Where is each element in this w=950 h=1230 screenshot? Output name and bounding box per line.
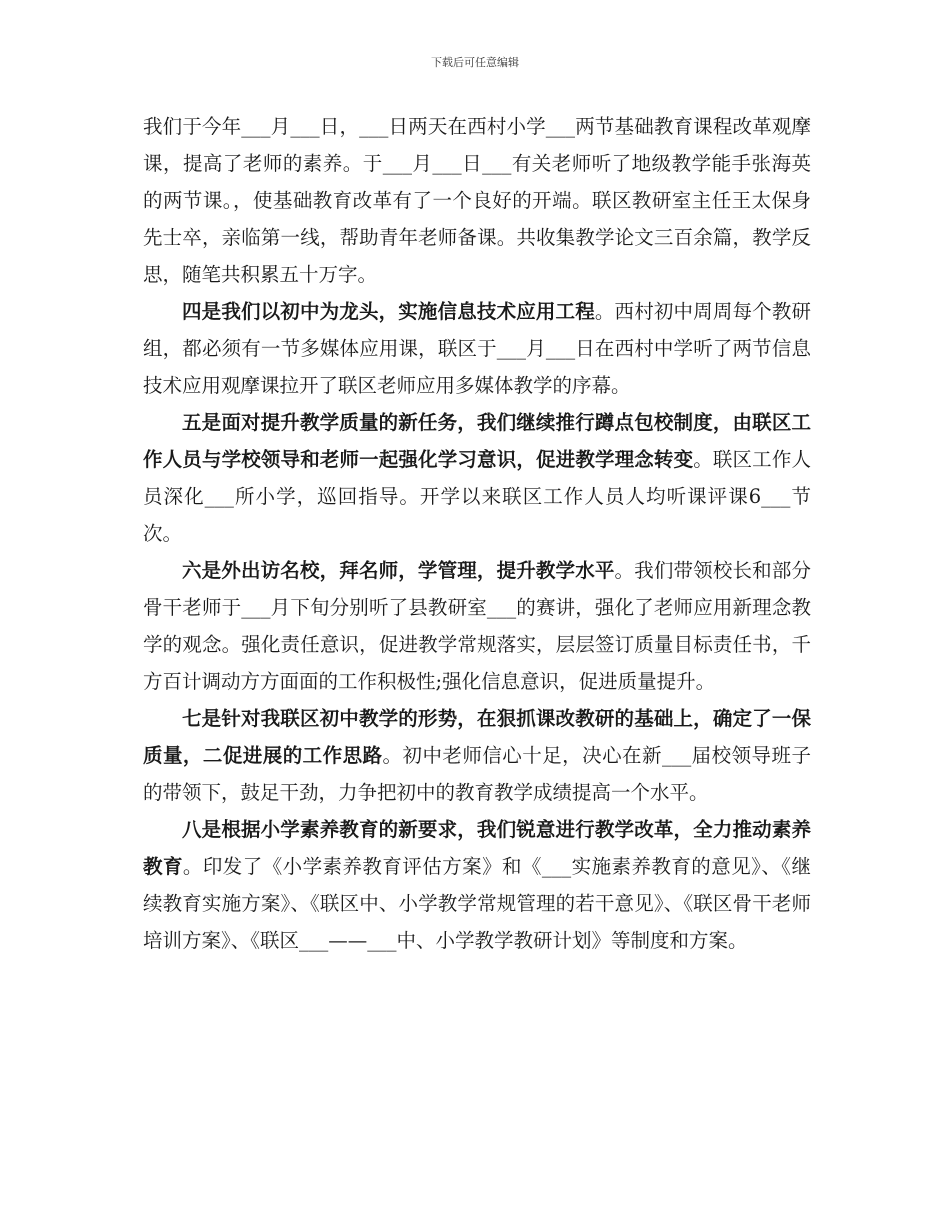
paragraph-3-text: 。联区工作人员深化___所小学，巡回指导。开学以来联区工作人员人均听课评课6___节次。 [143,448,811,545]
paragraph-4 [143,552,811,700]
paragraph-6-text: 。印发了《小学素养教育评估方案》和《___实施素养教育的意见》、《继续教育实施方案》、《联区中、小学教学常规管理的若干意见》、《联区骨干老师培训方案》、《联区___——___中、小学教学教研计划》等制度和方案。 [143,855,811,952]
paragraph-5-text: 。初中老师信心十足，决心在新___届校领导班子的带领下，鼓足干劲，力争把初中的教育教学成绩提高一个水平。 [143,744,811,804]
paragraph-2-text: 。西村初中周周每个教研组，都必须有一节多媒体应用课，联区于___月___日在西村中学听了两节信息技术应用观摩课拉开了联区老师应用多媒体教学的序幕。 [143,300,811,397]
paragraph-4-text: 。我们带领校长和部分骨干老师于___月下旬分别听了县教研室___的赛讲，强化了老师应用新理念教学的观念。强化责任意识，促进教学常规落实，层层签订质量目标责任书，千方百计调动方方面面的工作积极性;强化信息意识，促进质量提升。 [143,559,811,693]
paragraph-3-lead: 五是面对提升教学质量的新任务，我们继续推行蹲点包校制度，由联区工作人员与学校领导和老师一起强化学习意识，促进教学理念转变 [143,411,811,471]
paragraph-2-lead: 四是我们以初中为龙头，实施信息技术应用工程 [182,300,595,323]
paragraph-5-lead: 七是针对我联区初中教学的形势，在狠抓课改教研的基础上，确定了一保质量，二促进展的工作思路 [143,707,811,767]
page-header-note: 下载后可任意编辑 [431,56,519,69]
paragraph-1-text: 我们于今年___月___日，___日两天在西村小学___两节基础教育课程改革观摩课，提高了老师的素养。于___月___日___有关老师听了地级教学能手张海英的两节课。，使基础教育改革有了一个良好的开端。联区教研室主任王太保身先士卒，亲临第一线，帮助青年老师备课。共收集教学论文三百余篇，教学反思，随笔共积累五十万字。 [143,115,811,286]
paragraph-6 [143,811,811,959]
paragraph-1 [143,108,811,293]
document-body [143,108,811,959]
paragraph-6-lead: 八是根据小学素养教育的新要求，我们锐意进行教学改革，全力推动素养教育 [143,818,811,878]
paragraph-5 [143,700,811,811]
paragraph-3 [143,404,811,552]
paragraph-2 [143,293,811,404]
paragraph-4-lead: 六是外出访名校，拜名师，学管理，提升教学水平 [182,559,615,582]
